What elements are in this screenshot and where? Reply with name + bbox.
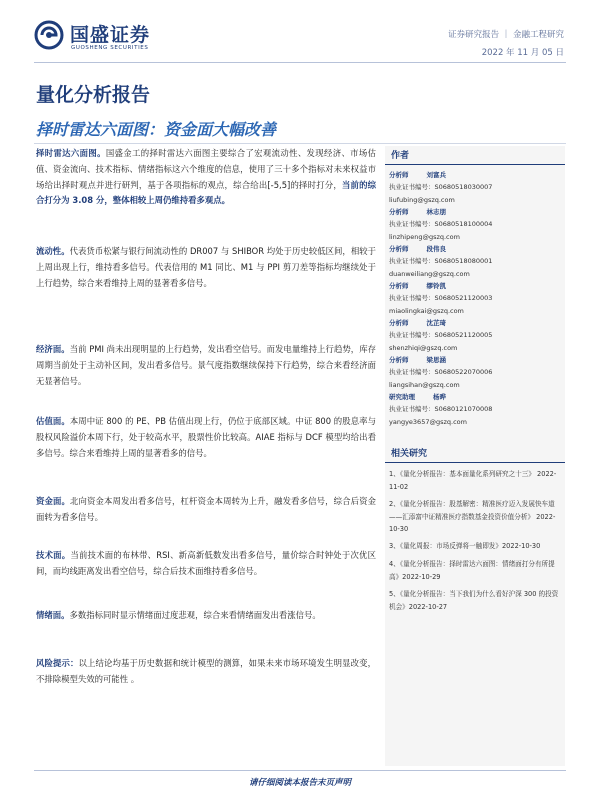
paragraph-lead: 流动性。 — [36, 246, 70, 256]
author-entry — [389, 280, 565, 317]
paragraph-lead: 资金面。 — [36, 496, 71, 506]
related-heading-divider — [385, 462, 565, 463]
header-divider — [34, 62, 566, 63]
paragraph-lead: 技术面。 — [36, 550, 71, 560]
paragraph-text: 代表货币松紧与银行间流动性的 DR007 与 SHIBOR 均处于历史较低区间，相较于上周出现上行，维持看多信号。代表信用的 M1 同比、M1 与 PPI 剪刀差等指标均继续处于上行趋势，综合来看维持上周的显著看多信号。 — [36, 246, 377, 288]
author-name: 刘富兵 — [426, 171, 446, 179]
paragraph-funds — [36, 494, 376, 526]
paragraph-highlight: 当前的综合打分为 3.08 分，整体相较上周仍维持看多观点。 — [36, 179, 377, 206]
report-category: 证券研究报告 ｜ 金融工程研究 — [448, 30, 564, 40]
author-email[interactable]: linzhipeng@gszq.com — [389, 232, 460, 241]
related-report-link[interactable]: 2、《量化分析报告：股基解密：精准医疗迈入发展快车道——汇添富中证精准医疗指数基金投资价值分析》 2022-10-30 — [389, 500, 556, 533]
footer-disclaimer: 请仔细阅读本报告末页声明 — [248, 778, 351, 788]
author-email[interactable]: yangye3657@gszq.com — [389, 417, 467, 426]
footer-divider — [34, 770, 566, 771]
author-name: 缪铃凯 — [426, 282, 446, 290]
related-report-link[interactable]: 5、《量化分析报告：当下我们为什么看好沪深 300 的投资机会》2022-10-27 — [389, 590, 559, 611]
report-type: 量化分析报告 — [36, 84, 151, 106]
related-report-link[interactable]: 1、《量化分析报告：基本面量化系列研究之十三》 2022-11-02 — [389, 470, 557, 491]
author-role: 分析师 — [389, 245, 409, 253]
report-title: 择时雷达六面图：资金面大幅改善 — [36, 120, 277, 139]
paragraph-text: 国盛金工的择时雷达六面图主要综合了宏观流动性、发现经济、市场估值、资金流向、技术指标、情绪指标这六个维度的信息，使用了三十多个指标对未来权益市场给出择时观点并进行研判，基于各项指标的观点，综合给出[-5,5]的择时打分， — [36, 148, 377, 190]
author-entry — [389, 206, 565, 243]
paragraph-technical — [36, 548, 376, 580]
author-email[interactable]: duanweiliang@gszq.com — [389, 269, 470, 278]
logo-icon — [34, 20, 64, 50]
paragraph-liquidity — [36, 244, 376, 291]
paragraph-text: 当前 PMI 尚未出现明显的上行趋势，发出看空信号。而发电量维持上行趋势，库存周期当前处于主动补区间，发出看多信号。景气度指数继续保持下行趋势，综合来看经济面无显著信号。 — [36, 344, 376, 386]
authors-heading-divider — [385, 164, 565, 165]
paragraph-text: 北向资金本周发出看多信号，杠杆资金本周转为上升，融发看多信号，综合后资金面转为看多信号。 — [36, 496, 377, 522]
related-report-link[interactable]: 4、《量化分析报告：择时雷达六面图：情绪面打分有所提高》2022-10-29 — [389, 560, 555, 581]
paragraph-text: 本周中证 800 的 PE、PB 估值出现上行，仍位于底部区域。中证 800 的股息率与股权风险溢价本周下行，处于较高水平，股票性价比较高。AIAE 指标与 DCF 模型均给出看多信号。综合来看维持上周的显著看多的信号。 — [36, 416, 376, 458]
authors-heading: 作者 — [391, 151, 410, 161]
paragraph-text: 当前技术面的布林带、RSI、新高新低数发出看多信号，量价综合时钟处于次优区间，而均线距离发出看空信号，综合后技术面维持看多信号。 — [36, 550, 376, 576]
paragraph-lead: 情绪面。 — [36, 610, 70, 620]
author-name: 杨晔 — [433, 393, 446, 401]
author-cert: 执业证书编号：S0680522070006 — [389, 368, 493, 377]
logo-name-en: GUOSHENG SECURITIES — [71, 45, 149, 51]
author-email[interactable]: miaolingkai@gszq.com — [389, 306, 464, 315]
author-role: 研究助理 — [389, 393, 415, 401]
paragraph-radar — [36, 146, 376, 209]
author-role: 分析师 — [389, 171, 409, 179]
logo-name-cn: 国盛证券 — [70, 24, 151, 46]
paragraph-lead: 风险提示： — [36, 658, 79, 668]
author-name: 段伟良 — [426, 245, 446, 253]
paragraph-text: 以上结论均基于历史数据和统计模型的测算，如果未来市场环境发生明显改变，不排除模型失效的可能性 。 — [36, 658, 377, 684]
author-cert: 执业证书编号：S0680521120003 — [389, 294, 493, 303]
author-entry — [389, 169, 565, 206]
author-email[interactable]: liangsihan@gszq.com — [389, 380, 460, 389]
paragraph-text: 多数指标同时显示情绪面过度悲观，综合来看情绪面发出看涨信号。 — [69, 610, 321, 620]
author-entry — [389, 354, 565, 391]
paragraph-valuation — [36, 414, 376, 461]
author-name: 梁思涵 — [426, 356, 446, 364]
paragraph-sentiment — [36, 608, 376, 624]
author-entry — [389, 243, 565, 280]
paragraph-lead: 估值面。 — [36, 416, 70, 426]
paragraph-economy — [36, 342, 376, 389]
related-heading: 相关研究 — [391, 449, 428, 459]
author-role: 分析师 — [389, 319, 409, 327]
author-name: 林志朋 — [426, 208, 446, 216]
related-report-link[interactable]: 3、《量化周报：市场反弹将一触即发》2022-10-30 — [389, 542, 541, 550]
author-entry — [389, 391, 565, 428]
author-role: 分析师 — [389, 356, 409, 364]
author-entry — [389, 317, 565, 354]
paragraph-lead: 择时雷达六面图。 — [36, 148, 106, 158]
author-role: 分析师 — [389, 208, 409, 216]
author-role: 分析师 — [389, 282, 409, 290]
author-cert: 执业证书编号：S0680521120005 — [389, 331, 493, 340]
title-divider — [34, 143, 566, 144]
paragraph-lead: 经济面。 — [36, 344, 70, 354]
author-cert: 执业证书编号：S0680518100004 — [389, 220, 493, 229]
author-cert: 执业证书编号：S0680518080001 — [389, 257, 493, 266]
author-cert: 执业证书编号：S0680121070008 — [389, 405, 493, 414]
author-email[interactable]: shenzhiqi@gszq.com — [389, 343, 458, 352]
author-cert: 执业证书编号：S0680518030007 — [389, 183, 493, 192]
author-name: 沈芷琦 — [426, 319, 446, 327]
report-date: 2022 年 11 月 05 日 — [481, 48, 564, 58]
paragraph-risk — [36, 656, 376, 688]
company-logo — [34, 18, 184, 58]
author-email[interactable]: liufubing@gszq.com — [389, 195, 455, 204]
